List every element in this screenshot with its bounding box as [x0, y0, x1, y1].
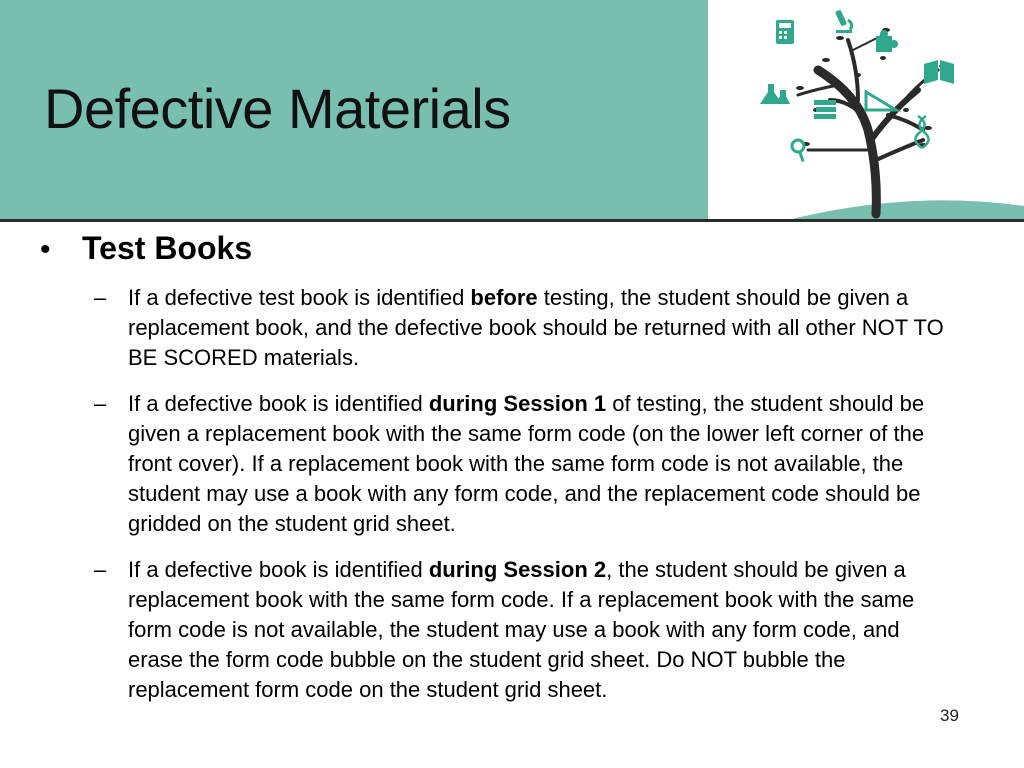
- text-run: , the student should be given a replacement book with the same form code. If a replacement book with the same form code is not available, the student may use a book with any form code, and erase the form code bubble on the student grid sheet. Do NOT bubble the replacement form code on the student grid sheet.: [128, 557, 915, 702]
- sub-bullet-dash: –: [94, 391, 107, 416]
- puzzle-icon: [876, 30, 898, 52]
- sub-bullet-dash: –: [94, 285, 107, 310]
- stacked-books-icon: [814, 100, 836, 119]
- flask-icon: [760, 84, 790, 104]
- slide-title: Defective Materials: [44, 77, 511, 140]
- bold-run: during Session 1: [428, 391, 607, 416]
- bullet-test-books: [40, 230, 990, 267]
- bullet-heading: Test Books: [82, 230, 253, 266]
- microscope-icon: [835, 9, 852, 33]
- title-band: [0, 0, 708, 220]
- text-run: testing, the student should be given a replacement book, and the defective book should be returned with all other NOT TO BE SCORED materials.: [128, 285, 944, 370]
- sub-bullet-session-2: [94, 555, 990, 705]
- page-number: 39: [940, 706, 959, 725]
- open-book-icon: [924, 60, 954, 84]
- sub-bullet-text: [128, 389, 958, 539]
- text-run: If a defective test book is identified: [128, 285, 471, 310]
- bold-run: during Session 2: [428, 557, 607, 582]
- triangle-ruler-icon: [866, 92, 896, 110]
- header-divider: [0, 219, 1024, 222]
- sub-bullet-dash: –: [94, 557, 107, 582]
- sub-bullet-text: [128, 283, 958, 373]
- sub-bullet-session-1: [94, 389, 990, 539]
- tree-illustration: [708, 0, 1024, 220]
- bullet-dot: •: [40, 233, 51, 266]
- text-run: of testing, the student should be given a replacement book with the same form code (on the lower left corner of the front cover). If a replacement book with the same form code is not available, the student may use a book with any form code, and the replacement code should be gridded on the student grid sheet.: [128, 391, 925, 536]
- calculator-icon: [776, 20, 794, 44]
- tree-trunk: [798, 35, 938, 214]
- magnifier-icon: [792, 140, 805, 162]
- sub-bullet-text: [128, 555, 958, 705]
- text-run: If a defective book is identified: [128, 391, 429, 416]
- sub-bullet-before-testing: [94, 283, 990, 373]
- slide-body: [40, 230, 990, 721]
- ground-hill: [788, 200, 1024, 220]
- text-run: If a defective book is identified: [128, 557, 429, 582]
- bold-run: before: [470, 285, 538, 310]
- knowledge-tree-svg: [708, 0, 1024, 220]
